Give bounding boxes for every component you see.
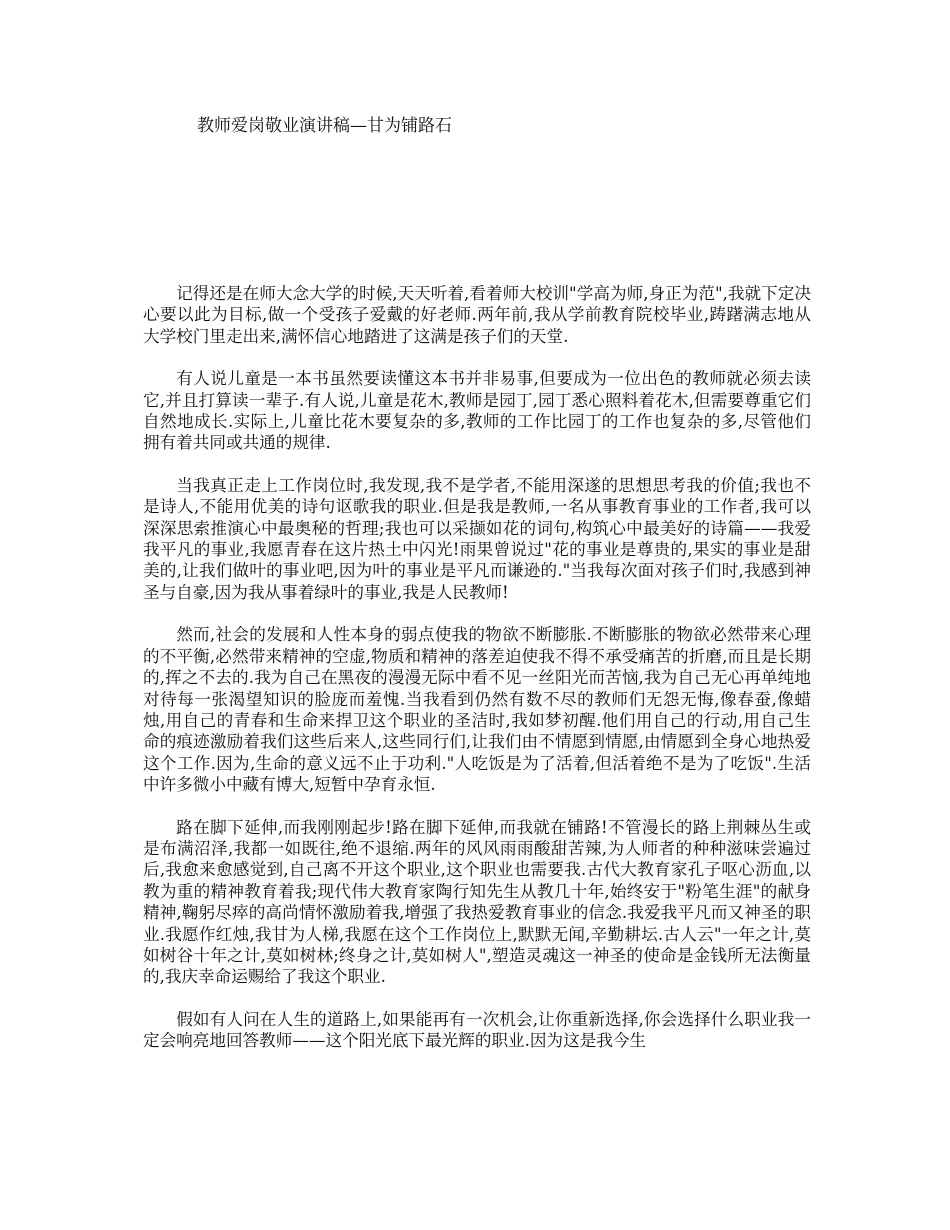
paragraph-5: 路在脚下延伸,而我刚刚起步!路在脚下延伸,而我就在铺路!不管漫长的路上荆棘丛生或是布满沼泽,我都一如既往,绝不退缩.两年的风风雨雨酸甜苦辣,为人师者的种种滋味尝遍过后,我愈来愈感觉到,自己离不开这个职业,这个职业也需要我.古代大教育家孔子呕心沥血,以教为重的精神教育着我;现代伟大教育家陶行知先生从教几十年,始终安于"粉笔生涯"的献身精神,鞠躬尽瘁的高尚情怀激励着我,增强了我热爱教育事业的信念.我爱我平凡而又神圣的职业.我愿作红烛,我甘为人梯,我愿在这个工作岗位上,默默无闻,辛勤耕坛.古人云"一年之计,莫如树谷十年之计,莫如树林;终身之计,莫如树人",塑造灵魂这一神圣的使命是金钱所无法衡量的,我庆幸命运赐给了我这个职业.: [143, 817, 811, 987]
paragraph-2: 有人说儿童是一本书虽然要读懂这本书并非易事,但要成为一位出色的教师就必须去读它,并且打算读一辈子.有人说,儿童是花木,教师是园丁,园丁悉心照料着花木,但需要尊重它们自然地成长.实际上,儿童比花木要复杂的多,教师的工作比园丁的工作也复杂的多,尽管他们拥有着共同或共通的规律.: [143, 369, 811, 453]
document-body: [143, 283, 811, 1073]
paragraph-1: 记得还是在师大念大学的时候,天天听着,看着师大校训"学高为师,身正为范",我就下定决心要以此为目标,做一个受孩子爱戴的好老师.两年前,我从学前教育院校毕业,踌躇满志地从大学校门里走出来,满怀信心地踏进了这满是孩子们的天堂.: [143, 284, 811, 346]
document-title: 教师爱岗敬业演讲稿—甘为铺路石: [197, 116, 452, 136]
paragraph-4: 然而,社会的发展和人性本身的弱点使我的物欲不断膨胀.不断膨胀的物欲必然带来心理的不平衡,必然带来精神的空虚,物质和精神的落差迫使我不得不承受痛苦的折磨,而且是长期的,挥之不去的.我为自己在黑夜的漫漫无际中看不见一丝阳光而苦恼,我为自己无心再单纯地对待每一张渴望知识的脸庞而羞愧.当我看到仍然有数不尽的教师们无怨无悔,像春蚕,像蜡烛,用自己的青春和生命来捍卫这个职业的圣洁时,我如梦初醒.他们用自己的行动,用自己生命的痕迹激励着我们这些后来人,这些同行们,让我们由不情愿到情愿,由情愿到全身心地热爱这个工作.因为,生命的意义远不止于功利."人吃饭是为了活着,但活着绝不是为了吃饭".生活中许多微小中藏有博大,短暂中孕育永恒.: [143, 625, 811, 795]
paragraph-3: 当我真正走上工作岗位时,我发现,我不是学者,不能用深遂的思想思考我的价值;我也不是诗人,不能用优美的诗句讴歌我的职业.但是我是教师,一名从事教育事业的工作者,我可以深深思索推演心中最奥秘的哲理;我也可以采撷如花的词句,构筑心中最美好的诗篇——我爱我平凡的事业,我愿青春在这片热土中闪光!雨果曾说过"花的事业是尊贵的,果实的事业是甜美的,让我们做叶的事业吧,因为叶的事业是平凡而谦逊的."当我每次面对孩子们时,我感到神圣与自豪,因为我从事着绿叶的事业,我是人民教师!: [143, 475, 811, 602]
paragraph-6: 假如有人问在人生的道路上,如果能再有一次机会,让你重新选择,你会选择什么职业我一定会响亮地回答教师——这个阳光底下最光辉的职业.因为这是我今生: [143, 1009, 811, 1051]
